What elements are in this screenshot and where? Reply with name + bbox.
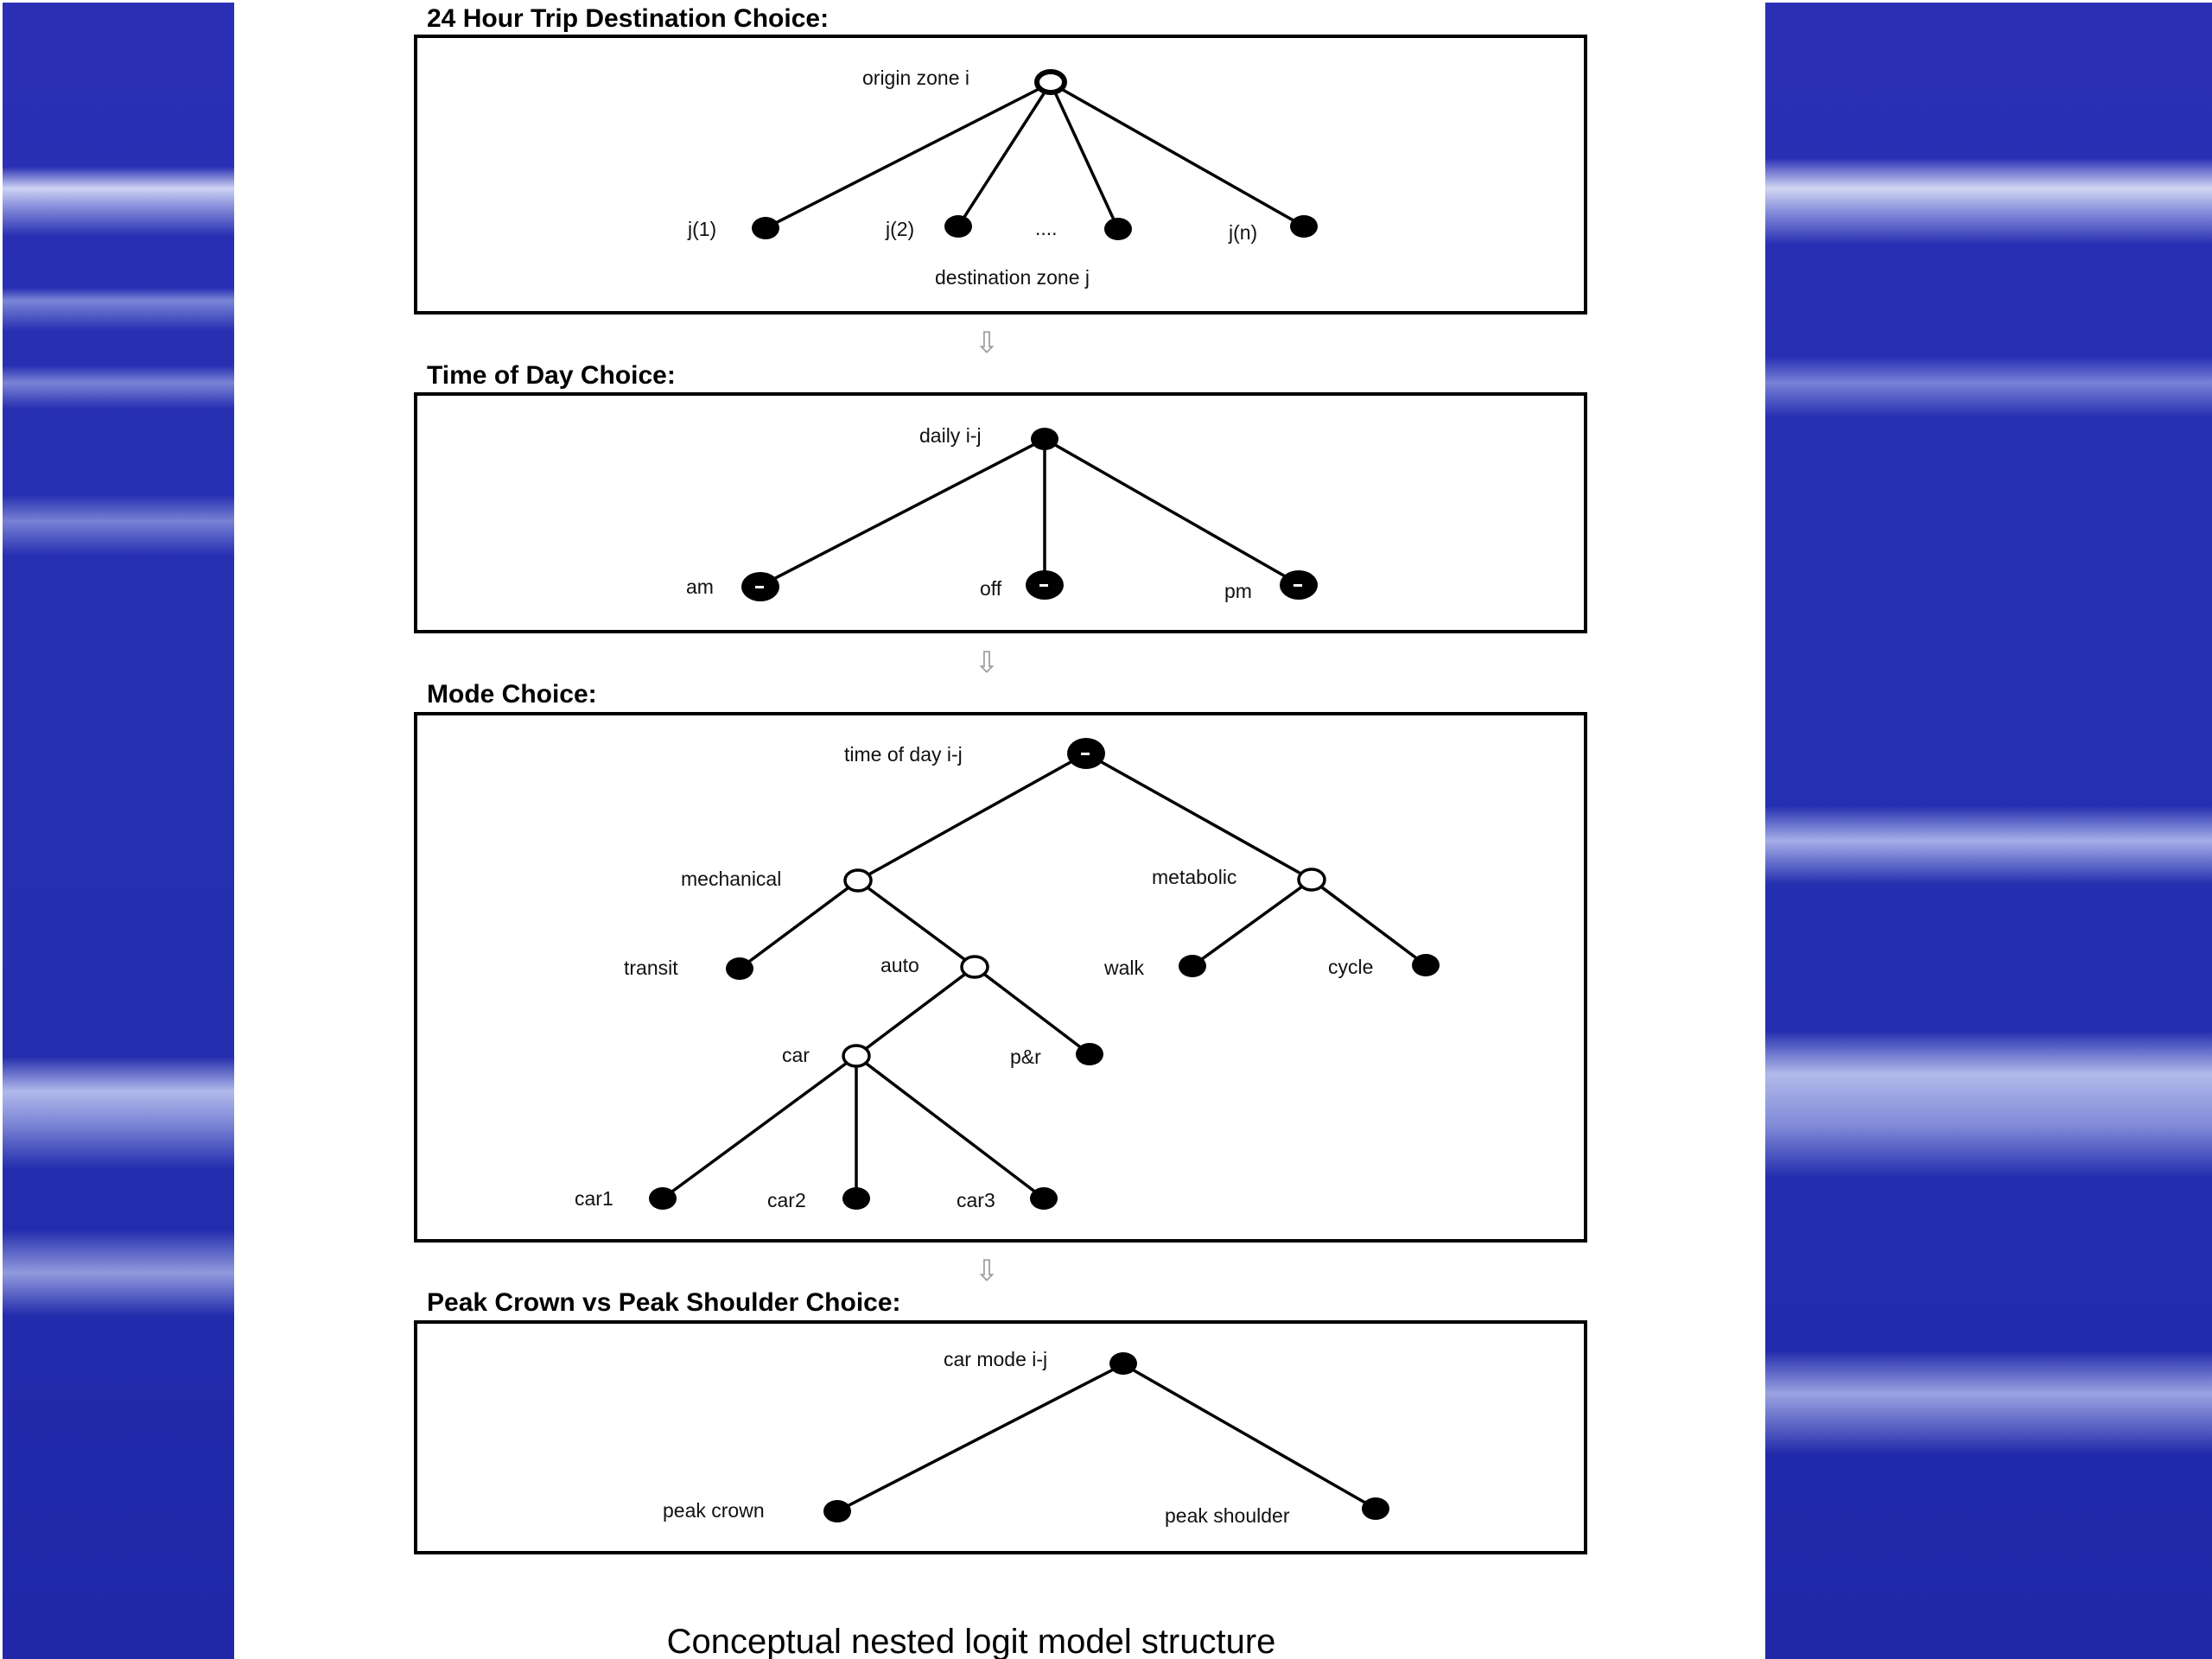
label-car3: car3: [957, 1189, 995, 1211]
label-mechanical: mechanical: [681, 868, 782, 890]
label-am: am: [686, 575, 714, 598]
pr-node: [1076, 1043, 1103, 1065]
section-title-destination: 24 Hour Trip Destination Choice:: [427, 4, 830, 33]
jn-node: [1290, 215, 1318, 238]
metabolic-node: [1299, 869, 1325, 890]
peak-shoulder-node: [1362, 1497, 1389, 1520]
label-car-mode: car mode i-j: [944, 1348, 1048, 1370]
label-transit: transit: [624, 957, 678, 979]
label-walk: walk: [1104, 957, 1145, 979]
label-pm: pm: [1224, 580, 1252, 602]
time-of-day-root-node: [1067, 738, 1105, 769]
car2-node: [842, 1187, 870, 1210]
label-cycle: cycle: [1328, 956, 1374, 978]
transit-node: [726, 957, 753, 980]
label-daily: daily i-j: [919, 424, 982, 447]
j1-node: [752, 217, 779, 239]
mode-choice-box: [416, 714, 1586, 1241]
section-title-mode: Mode Choice:: [427, 680, 597, 709]
label-car: car: [782, 1044, 810, 1066]
label-j1: j(1): [688, 218, 717, 240]
label-car1: car1: [575, 1187, 613, 1210]
label-metabolic: metabolic: [1152, 866, 1237, 888]
car-mode-node: [1109, 1352, 1137, 1375]
label-off: off: [980, 577, 1002, 600]
pm-node: [1280, 570, 1318, 600]
down-arrow-icon: ⇩: [974, 1254, 1000, 1288]
label-jn: j(n): [1229, 221, 1258, 244]
section-title-time-of-day: Time of Day Choice:: [427, 361, 676, 390]
walk-node: [1179, 955, 1206, 977]
label-dots: ....: [1035, 217, 1058, 239]
car1-node: [649, 1187, 677, 1210]
origin-node: [1037, 72, 1065, 92]
section-title-peak: Peak Crown vs Peak Shoulder Choice:: [427, 1288, 901, 1317]
label-destination-zone: destination zone j: [935, 266, 1090, 289]
label-j2: j(2): [886, 218, 915, 240]
figure-caption: Conceptual nested logit model structure: [666, 1623, 1276, 1659]
label-peak-crown: peak crown: [663, 1499, 765, 1522]
label-pr: p&r: [1010, 1046, 1041, 1068]
cycle-node: [1412, 954, 1440, 976]
mechanical-node: [845, 870, 871, 891]
label-auto: auto: [880, 954, 919, 976]
off-node: [1026, 570, 1064, 600]
peak-crown-node: [823, 1500, 851, 1522]
dots-node: [1104, 218, 1132, 240]
daily-node: [1031, 428, 1058, 450]
car-node: [843, 1046, 869, 1066]
down-arrow-icon: ⇩: [974, 645, 1000, 680]
label-car2: car2: [767, 1189, 806, 1211]
car3-node: [1030, 1187, 1058, 1210]
label-peak-shoulder: peak shoulder: [1165, 1504, 1290, 1527]
down-arrow-icon: ⇩: [974, 326, 1000, 360]
label-time-of-day: time of day i-j: [844, 743, 963, 766]
auto-node: [962, 957, 988, 977]
am-node: [741, 572, 779, 601]
label-origin-zone: origin zone i: [862, 67, 970, 89]
j2-node: [944, 215, 972, 238]
